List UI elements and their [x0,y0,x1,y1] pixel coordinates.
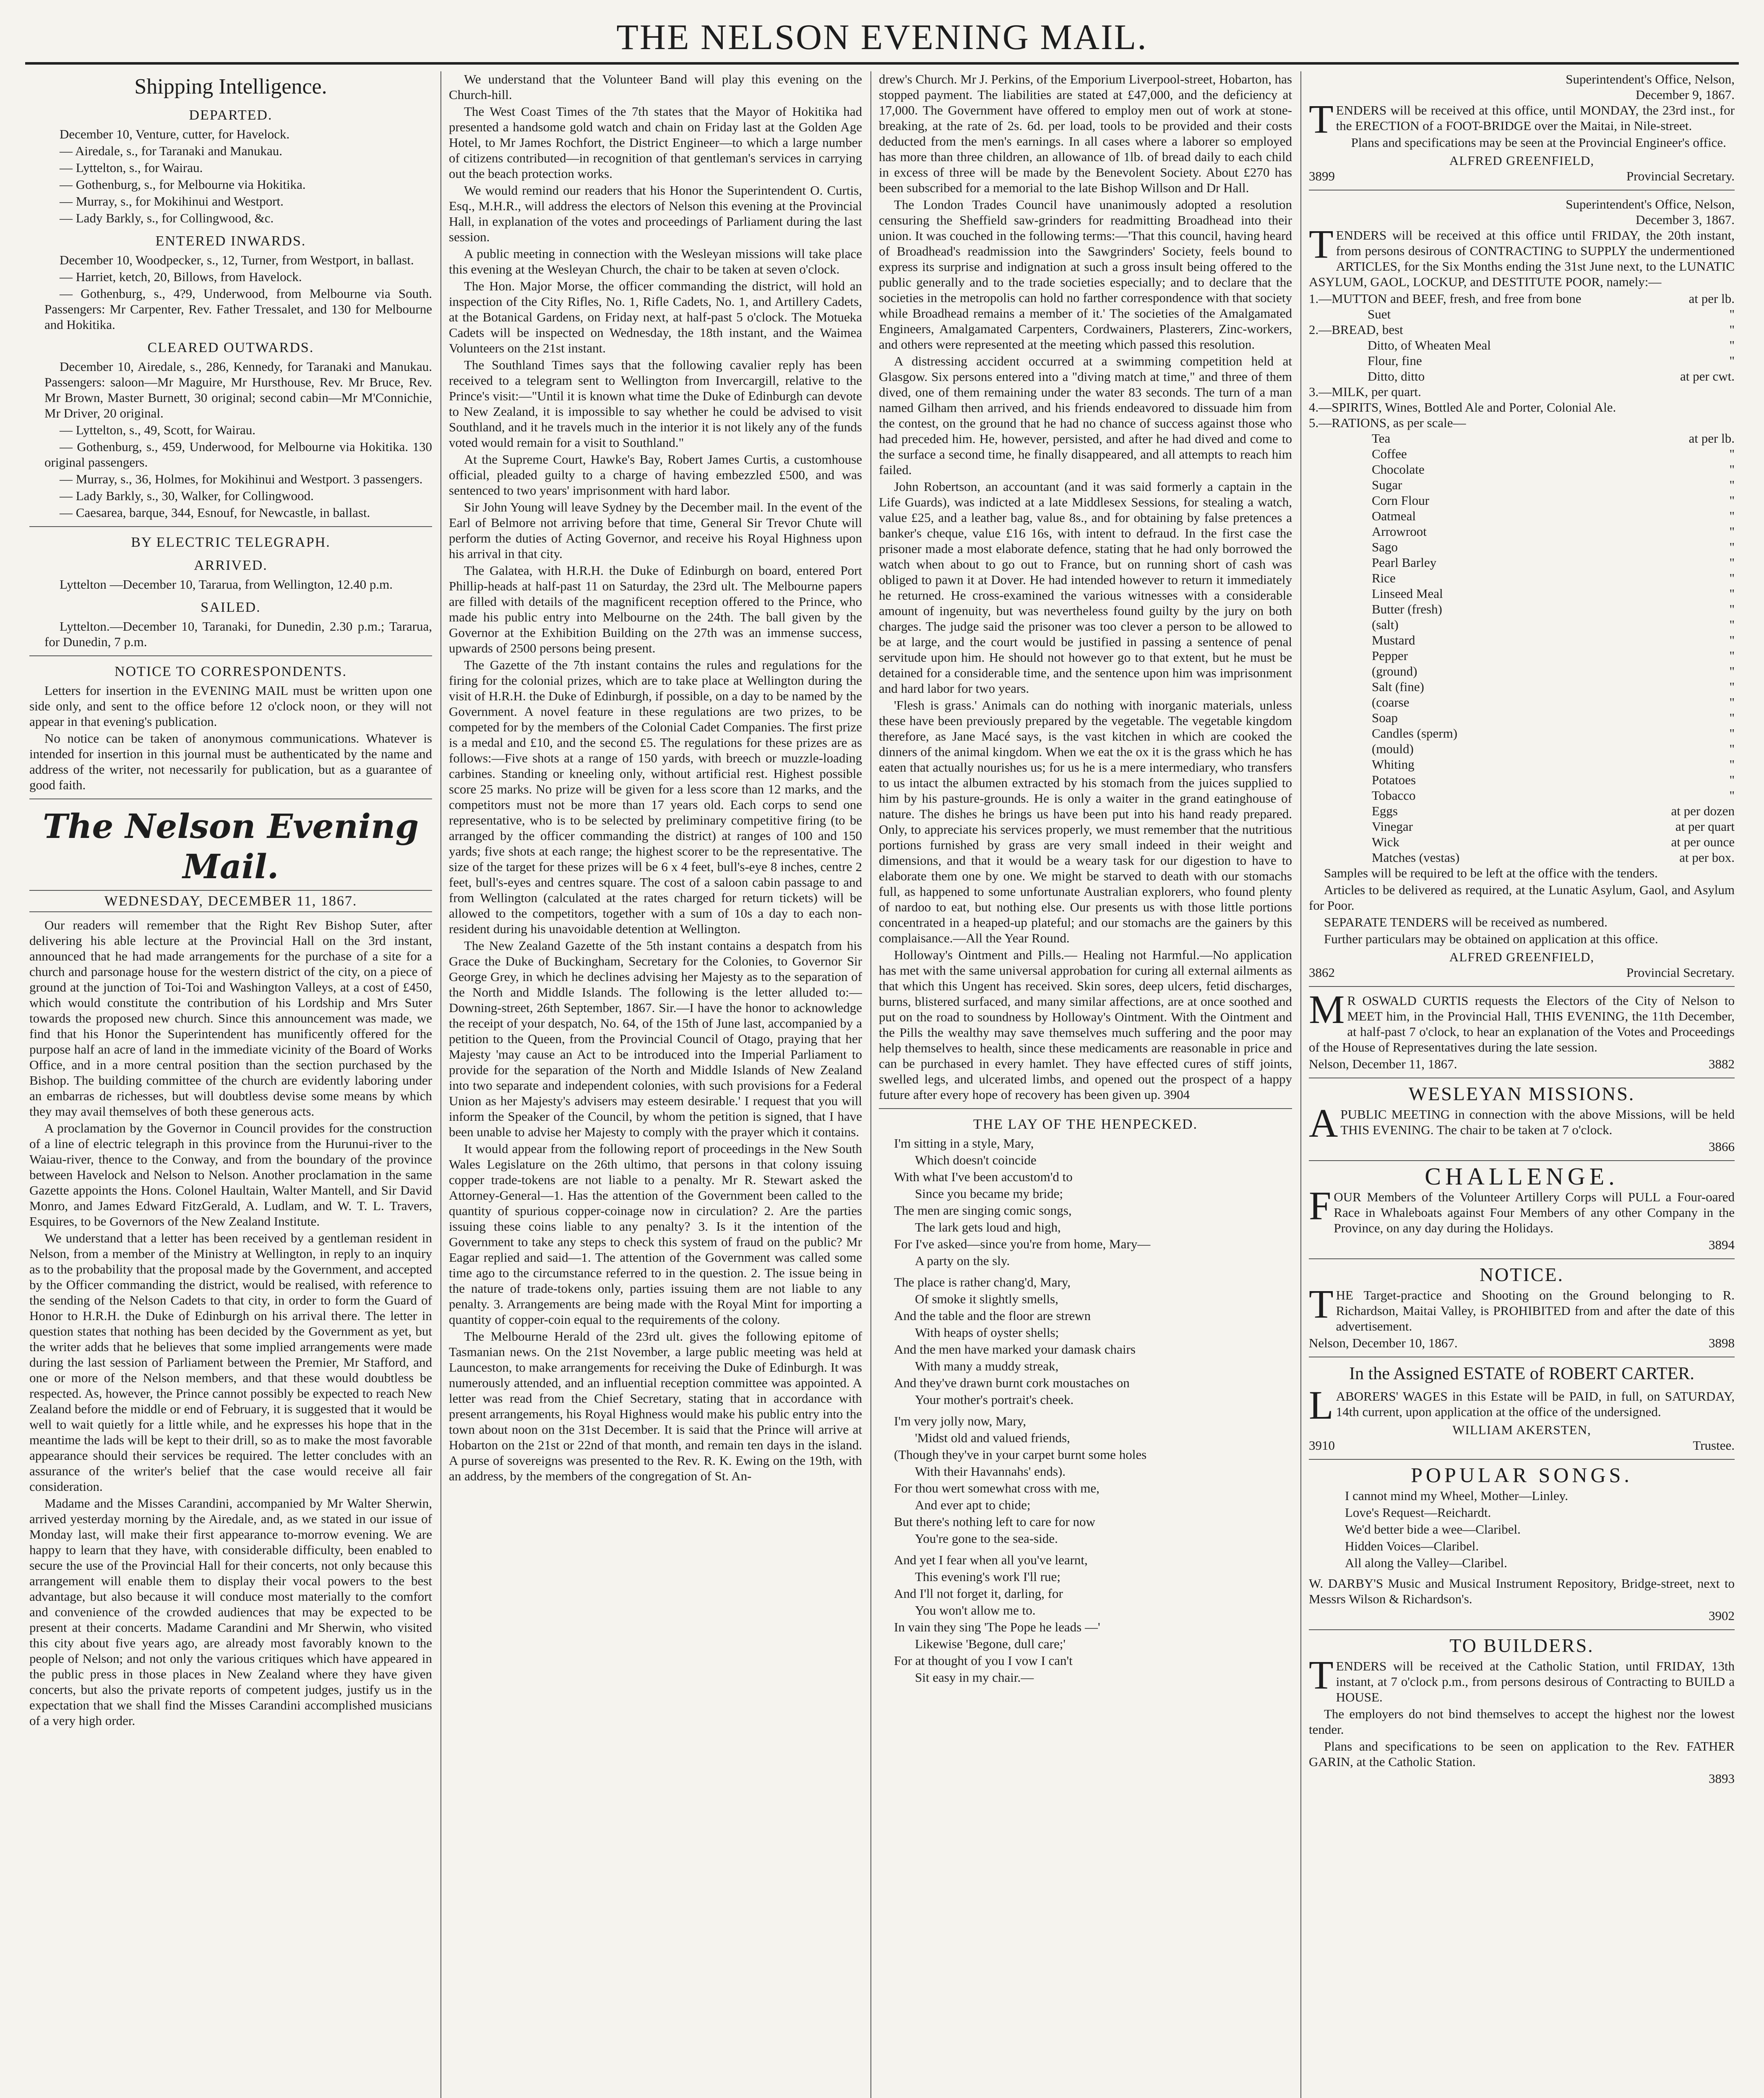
poem-line: Since you became my bride; [915,1186,1063,1201]
signature: ALFRED GREENFIELD, [1449,950,1595,964]
ration-item: (salt) " [1372,617,1735,632]
column-4 [1309,71,1735,2098]
poem-line: Which doesn't coincide [915,1153,1037,1167]
ad-date: Nelson, December 11, 1867. [1309,1057,1457,1071]
poem-line: And yet I fear when all you've learnt, [894,1553,1088,1567]
arrived-heading: ARRIVED. [194,558,268,573]
tender-body: SEPARATE TENDERS will be received as numbered. [1324,915,1608,929]
ration-item: Arrowroot " [1372,524,1735,539]
ration-item: Chocolate " [1372,462,1735,477]
entered-heading: ENTERED INWARDS. [155,233,306,249]
poem-line: With their Havannahs' ends). [915,1464,1066,1479]
poem-line: Sit easy in my chair.— [915,1670,1034,1685]
divider [1309,1160,1735,1161]
tender-item: 2.—BREAD, best " [1309,322,1735,337]
signature-role: Trustee. [1693,1438,1735,1453]
builders-body: Plans and specifications to be seen on application to the Rev. FATHER GARIN, at the Catholic Station. [1309,1739,1735,1769]
divider [1309,986,1735,987]
builders-heading: TO BUILDERS. [1449,1635,1594,1656]
article-paragraph: The New Zealand Gazette of the 5th instant contains a despatch from his Grace the Duke of Buckingham, Secretary for the Colonies, to Governor Sir George Grey, in which he declines advising her Majesty as to the separation of the North and Middle Islands. The following is the letter alluded to:—Downing-street, 26th September, 1867. Sir.—I have the honor to acknowledge the receipt of your despatch, No. 64, of the 15th of June last, accompanied by a petition to the Queen, from the Provincial Council of Otago, praying that her Majesty 'may cause an Act to be introduced into the Imperial Parliament to provide for the separation of the North and Middle Islands of New Zealand into two separate and independent colonies, with such provisions for a Federal Union as her Majesty's advisers may esteem desirable.' I request that you will inform the Speaker of the Council, by whom the petition is signed, that I have been unable to advise her Majesty to comply with the prayer which it contains. [449,938,862,1139]
ad-number: 3894 [1709,1237,1735,1252]
ration-item: Sago " [1372,540,1735,554]
shipping-entry: — Lady Barkly, s., for Collingwood, &c. [60,211,274,225]
ration-item: Coffee " [1372,446,1735,461]
poem-line: For at thought of you I vow I can't [894,1653,1073,1668]
poem-line: And the table and the floor are strewn [894,1308,1091,1323]
song-title: We'd better bide a wee—Claribel. [1345,1522,1521,1537]
ration-item: Linseed Meal " [1372,586,1735,601]
shipping-entry: — Gothenburg, s., 459, Underwood, for Melbourne via Hokitika. 130 original passengers. [44,439,432,470]
poem-line: And I'll not forget it, darling, for [894,1586,1063,1601]
article-paragraph: We understand that a letter has been received by a gentleman resident in Nelson, from a member of the Ministry at Wellington, in reply to an inquiry as to the probability that the proposal made by the Government, and accepted by the Officer commanding the district, would be realised, with reference to the sending of the Nelson Cadets to that city, in order to form the Guard of Honor to H.R.H. the Duke of Edinburgh on his arrival there. The letter in question states that nothing has been decided by the Government as yet, but the writer adds that he believes that some implied arrangements were made during the last session of Parliament between the Premier, Mr Stafford, and one or more of the Nelson members, and that these would doubtless be respected. As, however, the Prince cannot possibly be expected to reach New Zealand before the middle or end of February, it is suggested that it would be well to wait quietly for a little while, and he expresses his hope that in the meantime the lads will be kept to their drill, so as to make the most favorable appearance should their services be required. The letter concludes with an assurance of the writer's belief that the case would receive all fair consideration. [29,1231,432,1494]
ration-item: Vinegar at per quart [1372,819,1735,834]
ration-item: Corn Flour " [1372,493,1735,508]
shipping-entry: — Airedale, s., for Taranaki and Manukau. [60,144,282,158]
ad-number: 3898 [1709,1336,1735,1350]
column-rule [870,71,871,2098]
challenge-heading: CHALLENGE. [1425,1163,1619,1190]
article-paragraph: The Southland Times says that the following cavalier reply has been received to a telegram sent to Wellington from Invercargill, relative to the Prince's visit:—"Until it is known what time the Duke of Edinburgh can devote to New Zealand, it is impossible to say whether he could be advised to visit Southland, and it he travels much in the interior it is not likely any of the funds voted would remain for a visit to Southland." [449,357,862,450]
tender-item: Ditto, ditto at per cwt. [1368,369,1735,384]
song-title: Love's Request—Reichardt. [1345,1505,1491,1520]
signature: WILLIAM AKERSTEN, [1452,1422,1591,1437]
poem-line: With many a muddy streak, [915,1359,1059,1373]
ration-item: Whiting " [1372,757,1735,772]
poem-line: For thou wert somewhat cross with me, [894,1481,1100,1495]
article-paragraph: The Gazette of the 7th instant contains the rules and regulations for the firing for the colonial prizes, which are to take place at Wellington during the visit of H.R.H. the Duke of Edinburgh, if possible, on a day to be named by the Government. A novel feature in these regulations are two prizes, to be competed for by the members of the Colonial Cadet Companies. The first prize is a medal and £10, and the second £5. The regulations for these prizes are as follows:—Five shots at a range of 150 yards, with breech or muzzle-loading carbines. Standing or kneeling only, without artificial rest. Highest possible score 25 marks. No prize will be given for a less score than 12 marks, and the competitors must not be more than 17 years old. Each corps to send one representative, who is to be selected by preliminary competitive firing (to be arranged by the officer commanding the district) at ranges of 100 and 150 yards; five shots at each range; the highest scorer to be the representative. The size of the target for these prizes will be 6 x 4 feet, bull's-eye 8 inches, centre 2 feet, bull's-eyes and centres square. The cost of a saloon cabin passage to and from Wellington (calculated at the rates charged for return tickets) will be allowed to the competitors, together with a sum of 10s a day to each non-resident during his unavoidable detention at Wellington. [449,658,862,936]
article-paragraph: We would remind our readers that his Honor the Superintendent O. Curtis, Esq., M.H.R., will address the electors of Nelson this evening at the Provincial Hall, in explanation of the votes and proceedings of Parliament during the last session. [449,183,862,244]
ration-item: Matches (vestas) at per box. [1372,850,1735,865]
ad-number: 3866 [1709,1139,1735,1154]
poem-line: (Though they've in your carpet burnt some holes [894,1447,1147,1462]
shipping-heading: Shipping Intelligence. [134,75,327,99]
poem-line: The lark gets loud and high, [915,1220,1061,1234]
sailed-heading: SAILED. [201,600,261,615]
correspondents-heading: NOTICE TO CORRESPONDENTS. [114,664,347,679]
article-paragraph: At the Supreme Court, Hawke's Bay, Robert James Curtis, a customhouse official, pleaded guilty to a charge of having embezzled £500, and was sentenced to two years' imprisonment with hard labor. [449,452,862,498]
divider [1309,1459,1735,1460]
poem-line: And the men have marked your damask chairs [894,1342,1136,1357]
ad-number: 3899 [1309,169,1335,183]
ration-item: (coarse " [1372,695,1735,710]
ad-date: Nelson, December 10, 1867. [1309,1336,1458,1350]
ad-number: 3862 [1309,965,1335,980]
notice-paragraph: No notice can be taken of anonymous communications. Whatever is intended for insertion in this journal must be authenticated by the name and address of the writer, not necessarily for publication, but as a guarantee of good faith. [29,731,432,792]
builders-body: The employers do not bind themselves to accept the highest nor the lowest tender. [1309,1707,1735,1737]
signature-role: Provincial Secretary. [1626,965,1735,980]
ad-date: December 3, 1867. [1636,212,1735,227]
divider [29,655,432,656]
tender-body: TENDERS will be received at this office until FRIDAY, the 20th instant, from persons desirous of CONTRACTING to SUPPLY the undermentioned ARTICLES, for the Six Months ending the 31st June next, to the LUNATIC ASYLUM, GAOL, LOCKUP, and DESTITUTE POOR, namely:— [1309,222,1735,289]
article-paragraph: Holloway's Ointment and Pills.— Healing not Harmful.—No application has met with the same universal approbation for curing all external ailments as that which this Ungent has received. Skin sores, deep ulcers, fetid discharges, burns, blistered surfaced, and many similar affections, are at once soothed and put on the road to soundness by Holloway's Ointment. With the Ointment and the Pills the wealthy may save themselves much suffering and the poor may help themselves to health, since these medicaments are reasonable in price and can be purchased in every hamlet. They have effected cures of stiff joints, swelled legs, and ulcerated limbs, and opened out the prospect of a happy future after every hope of recovery has been given up. 3904 [879,947,1292,1102]
ration-item: Tea at per lb. [1372,431,1735,446]
poem-line: I'm very jolly now, Mary, [894,1414,1026,1428]
article-paragraph: Madame and the Misses Carandini, accompanied by Mr Walter Sherwin, arrived yesterday morning by the Airedale, and, as we stated in our issue of Monday last, will make their first appearance to-morrow evening. We are happy to learn that they have, with considerable difficulty, been enabled to secure the use of the Provincial Hall for their concerts, not only because this arrangement will enable them to display their vocal powers to the best advantage, but also because it will conduce most materially to the comfort and convenience of the crowded audiences that may be expected to be present at their concerts. Madame Carandini and Mr Sherwin, who visited this city about five years ago, are already most favorably known to the people of Nelson; and not only the various critiques which have appeared in the public press in those places in New Zealand where they have given concerts, but also the private reports of competent judges, justify us in the expectation that we shall find the Misses Carandini accomplished musicians of a very high order. [29,1496,432,1728]
tender-item: 5.—RATIONS, as per scale— [1309,415,1466,430]
article-paragraph: Sir John Young will leave Sydney by the December mail. In the event of the Earl of Belmore not arriving before that time, General Sir Trevor Chute will perform the duties of Acting Governor, and receive his Royal Highness upon his arrival in that city. [449,500,862,561]
shipping-entry: — Murray, s., 36, Holmes, for Mokihinui and Westport. 3 passengers. [60,472,423,486]
column-2 [449,71,862,2098]
poem-line: 'Midst old and valued friends, [915,1430,1070,1445]
tender-item: Ditto, of Wheaten Meal " [1368,338,1735,352]
ration-item: Oatmeal " [1372,509,1735,523]
tender-body: Articles to be delivered as required, at the Lunatic Asylum, Gaol, and Asylum for Poor. [1309,882,1735,913]
challenge-body: FOUR Members of the Volunteer Artillery Corps will PULL a Four-oared Race in Whaleboats against Four Members of any other Company in the Province, on any day during the Holidays. [1309,1183,1735,1235]
ration-item: Mustard " [1372,633,1735,647]
shipping-entry: — Harriet, ketch, 20, Billows, from Havelock. [60,269,302,284]
poem-line: Of smoke it slightly smells, [915,1292,1058,1306]
poem-line: A party on the sly. [915,1253,1010,1268]
song-title: Hidden Voices—Claribel. [1345,1539,1479,1553]
divider [1309,1258,1735,1259]
divider [29,798,432,799]
article-paragraph: We understand that the Volunteer Band will play this evening on the Church-hill. [449,72,862,102]
shipping-entry: — Gothenburg, s., for Melbourne via Hokitika. [60,177,306,192]
curtis-notice: MR OSWALD CURTIS requests the Electors of the City of Nelson to MEET him, in the Provincial Hall, THIS EVENING, the 11th December, at half-past 7 o'clock, to hear an explanation of the Votes and Proceedings of the House of Representatives during the late session. [1309,987,1735,1054]
cleared-heading: CLEARED OUTWARDS. [147,340,314,355]
article-paragraph: drew's Church. Mr J. Perkins, of the Emporium Liverpool-street, Hobarton, has stopped payment. The liabilities are stated at £47,000, and the deficiency at 17,000. The Government have offered to employ men out of work at stone-breaking, at the rate of 2s. 6d. per load, tools to be provided and their costs deducted from the men's earnings. In all cases where a laborer so employed has more than three children, an allowance of 1lb. of bread daily to each child in excess of three will be made by the Benevolent Society. About £270 has been subscribed for a memorial to the late Bishop Willson and Dr Hall. [879,72,1292,195]
shipping-entry: — Lady Barkly, s., 30, Walker, for Collingwood. [60,488,314,503]
song-title: I cannot mind my Wheel, Mother—Linley. [1345,1488,1569,1503]
songs-shop: W. DARBY'S Music and Musical Instrument Repository, Bridge-street, next to Messrs Wilson & Richardson's. [1309,1576,1735,1606]
tender-item: 3.—MILK, per quart. [1309,384,1421,399]
ration-item: Eggs at per dozen [1372,804,1735,818]
songs-heading: POPULAR SONGS. [1411,1463,1633,1487]
article-paragraph: The London Trades Council have unanimously adopted a resolution censuring the Sheffield saw-grinders for readmitting Broadhead into their union. It was couched in the following terms:—'That this council, having heard of Broadhead's readmission into the Sawgrinders' Society, feels bound to express its surprise and indignation at such a gross insult being offered to the public generally and to the trade societies especially; and to declare that the societies in the metropolis can hold no farther correspondence with that society while Broadhead remains a member of it.' The societies of the Amalgamated Engineers, Amalgamated Carpenters, Cordwainers, Plasterers, Zinc-workers, and others were represented at the meeting which passed this resolution. [879,197,1292,352]
article-paragraph: John Robertson, an accountant (and it was said formerly a captain in the Life Guards), was indicted at a late Middlesex Sessions, for stealing a watch, value £25, and a leather bag, value 8s., and for obtaining by false pretences a banker's cheque, value £16 16s, with intent to defraud. In the first case the prisoner made a most elaborate defence, stating that he had only borrowed the watch when about to go out to France, but on running short of cash was obliged to pawn it at Dover. He had intended however to return it immediately he returned. He cross-examined the various witnesses with a considerable amount of ingenuity, but was nevertheless found guilty by the jury on both charges. The judge said the prisoner was too clever a person to be allowed to be at large, and the court would be justified in passing a sentence of penal servitude upon him. He should not however go to that extent, but he must be detained for a considerable time, and the sentence upon him was imprisonment and hard labor for two years. [879,479,1292,696]
tender-body: Plans and specifications may be seen at the Provincial Engineer's office. [1351,135,1726,150]
tender-item: 1.—MUTTON and BEEF, fresh, and free from bone at per lb. [1309,291,1735,306]
ad-office: Superintendent's Office, Nelson, [1566,72,1735,86]
article-paragraph: The Hon. Major Morse, the officer commanding the district, will hold an inspection of the City Rifles, No. 1, Rifle Cadets, No. 1, and Artillery Cadets, at the Botanical Gardens, on Friday next, at half-past 5 o'clock. The Motueka Cadets will be inspected on Wednesday, the 18th instant, and the Waimea Volunteers on the 21st instant. [449,279,862,355]
shipping-entry: — Gothenburg, s., 4?9, Underwood, from Melbourne via South. Passengers: Mr Carpenter, Rev. Father Tressalet, and 130 for Melbourne and Hokitika. [44,286,432,332]
ad-number: 3910 [1309,1438,1335,1453]
poem-line: And they've drawn burnt cork moustaches on [894,1375,1130,1390]
ration-item: Tobacco " [1372,788,1735,803]
departed-heading: DEPARTED. [189,107,273,123]
poem-line: Your mother's portrait's cheek. [915,1392,1074,1407]
shipping-entry: December 10, Venture, cutter, for Havelock. [60,127,290,141]
poem-line: And ever apt to chide; [915,1498,1031,1512]
column-rule [1300,71,1301,2098]
ration-item: Pepper " [1372,648,1735,663]
paper-title: The Nelson Evening Mail. [42,806,419,886]
ration-item: Pearl Barley " [1372,555,1735,570]
divider [1309,1629,1735,1630]
masthead: THE NELSON EVENING MAIL. [616,17,1148,57]
poem-line: Likewise 'Begone, dull care;' [915,1636,1066,1651]
ration-item: Salt (fine) " [1372,679,1735,694]
ad-date: December 9, 1867. [1636,87,1735,102]
ration-item: Potatoes " [1372,772,1735,787]
poem-line: With what I've been accustom'd to [894,1169,1073,1184]
article-paragraph: The West Coast Times of the 7th states that the Mayor of Hokitika had presented a handsome gold watch and chain on Friday last at the Golden Age Hotel, to Mr James Rochfort, the District Engineer—to which a large number of citizens contributed—in recognition of that gentleman's services in carrying out the beach protection works. [449,104,862,181]
article-paragraph: A public meeting in connection with the Wesleyan missions will take place this evening at the Wesleyan Church, the chair to be taken at seven o'clock. [449,246,862,277]
ration-item: Wick at per ounce [1372,835,1735,849]
ration-item: (mould) " [1372,741,1735,756]
shipping-entry: Lyttelton —December 10, Tararua, from Wellington, 12.40 p.m. [60,577,393,592]
shipping-entry: — Murray, s., for Mokihinui and Westport. [60,194,284,209]
tender-item: Suet " [1368,307,1735,321]
tender-body: Samples will be required to be left at the office with the tenders. [1324,866,1658,880]
wesleyan-heading: WESLEYAN MISSIONS. [1408,1083,1635,1104]
shipping-entry: December 10, Woodpecker, s., 12, Turner, from Westport, in ballast. [60,253,414,267]
song-title: All along the Valley—Claribel. [1345,1555,1507,1570]
signature: ALFRED GREENFIELD, [1449,153,1595,168]
notice-body: THE Target-practice and Shooting on the Ground belonging to R. Richardson, Maitai Valley, is PROHIBITED from and after the date of this advertisement. [1309,1281,1735,1333]
poem-line: I'm sitting in a style, Mary, [894,1136,1034,1151]
poem-line: For I've asked—since you're from home, Mary— [894,1237,1151,1251]
ration-item: Soap " [1372,710,1735,725]
article-paragraph: The Melbourne Herald of the 23rd ult. gives the following epitome of Tasmanian news. On the 21st November, a large public meeting was held at Launceston, to make arrangements for receiving the Duke of Edinburgh. It was numerously attended, and an influential reception committee was appointed. A letter was read from the Chief Secretary, stating that in accordance with present arrangements, his Royal Highness would make his public entry into the town about noon on the 31st December. It is said that the Prince will arrive at Hobarton on the 21st or 22nd of that month, and remain ten days in the island. A purse of sovereigns was presented to the Rev. R. K. Ewing on the 19th, with an address, by the members of the congregation of St. An- [449,1329,862,1483]
notice-paragraph: Letters for insertion in the EVENING MAIL must be written upon one side only, and sent to the office before 12 o'clock noon, or they will not appear in that evening's publication. [29,683,432,729]
tender-item: Flour, fine " [1368,353,1735,368]
poem-title: THE LAY OF THE HENPECKED. [973,1117,1198,1132]
builders-body: TENDERS will be received at the Catholic Station, until FRIDAY, 13th instant, at 7 o'clock p.m., from persons desirous of Contracting to BUILD a HOUSE. [1309,1652,1735,1704]
wesleyan-body: APUBLIC MEETING in connection with the above Missions, will be held THIS EVENING. The chair to be taken at 7 o'clock. [1309,1101,1735,1146]
ration-item: (ground) " [1372,664,1735,678]
tender-body: Further particulars may be obtained on application at this office. [1324,932,1658,946]
poem-line: The place is rather chang'd, Mary, [894,1275,1071,1289]
tender-body: TENDERS will be received at this office, until MONDAY, the 23rd inst., for the ERECTION of a FOOT-BRIDGE over the Maitai, in Nile-street. [1309,97,1735,141]
ration-item: Candles (sperm) " [1372,726,1735,741]
shipping-entry: — Caesarea, barque, 344, Esnouf, for Newcastle, in ballast. [60,505,370,520]
article-paragraph: A distressing accident occurred at a swimming competition held at Glasgow. Six persons entered into a "diving match at time," and three of them dived, one of them remaining under the water 83 seconds. The turn of a man named Gilham then arrived, and his friends endeavored to dissuade him from the contest, on the ground that he had no chance of success against those who had preceded him. He, however, persisted, and after he had dived and come to the surface a second time, he finally disappeared, and all attempts to reach him failed. [879,354,1292,477]
article-paragraph: It would appear from the following report of proceedings in the New South Wales Legislature on the 26th ultimo, that persons in that colony issuing copper trade-tokens are not liable to a penalty. Mr R. Stewart asked the Attorney-General—1. Has the attention of the Government been called to the quantity of spurious copper-coinage now in circulation? 2. Are the parties issuing these coins liable to any penalty? 3. Is it the intention of the Government to take any steps to check this system of fraud on the public? Mr Eagar replied and said—1. The attention of the Government was called some time ago to the circumstance referred to in the question. 2. The issue being in the nature of trade-tokens only, parties issuing them are not liable to any penalty. 3. Arrangements are being made with the Royal Mint for importing a quantity of copper-coin equal to the requirements of the colony. [449,1141,862,1327]
shipping-entry: Lyttelton.—December 10, Taranaki, for Dunedin, 2.30 p.m.; Tararua, for Dunedin, 7 p.m. [44,619,432,649]
column-1 [29,71,432,2098]
estate-heading: In the Assigned ESTATE of ROBERT CARTER. [1349,1364,1694,1383]
dateline: WEDNESDAY, DECEMBER 11, 1867. [29,890,432,912]
poem-line: With heaps of oyster shells; [915,1325,1059,1340]
tender-item: 4.—SPIRITS, Wines, Bottled Ale and Porter, Colonial Ale. [1309,400,1616,415]
article-paragraph: 'Flesh is grass.' Animals can do nothing with inorganic materials, unless these have been previously prepared by the vegetable. The vegetable kingdom therefore, as Jane Macé says, is the vast kitchen in which are cooked the dinners of the animal kingdom. When we eat the ox it is the grass which he has eaten that actually nourishes us; for us he is a mere intermediary, who transfers to us intact the albumen extracted by his stomach from the juices supplied to him by his pasture-grounds. He is only a waiter in the grand eatinghouse of nature. The dishes he brings us have been put into his hand ready prepared. Only, to appreciate his services properly, we must remember that the nutritious portions furnished by grass are very small indeed in their weight and dimensions, and that it would be a weary task for our digestion to have to elaborate them one by one. We might be starved to death with our stomachs full, as happened to some unfortunate Australian explorers, who found plenty of nardoo to eat, but nothing else. Our presents us with those little portions concentrated in a heaped-up plateful; and our stomachs are the gainers by this complaisance.—All the Year Round. [879,698,1292,945]
poem-line: You're gone to the sea-side. [915,1531,1058,1546]
column-3 [879,71,1292,2098]
poem-line: This evening's work I'll rue; [915,1569,1060,1584]
column-rule [440,71,441,2098]
shipping-entry: December 10, Airedale, s., 286, Kennedy, for Taranaki and Manukau. Passengers: saloon—Mr Maguire, Mr Hursthouse, Rev. Mr Bruce, Rev. Mr Brown, Master Burnett, 30 original; second cabin—Mr M'Connichie, Mr Driver, 20 original. [44,359,432,420]
estate-body: LABORERS' WAGES in this Estate will be PAID, in full, on SATURDAY, 14th current, upon application at the office of the undersigned. [1309,1383,1735,1427]
poem-line: In vain they sing 'The Pope he leads —' [894,1620,1100,1634]
shipping-entry: — Lyttelton, s., 49, Scott, for Wairau. [60,423,256,437]
ration-item: Sugar " [1372,478,1735,492]
shipping-entry: — Lyttelton, s., for Wairau. [60,160,203,175]
signature-role: Provincial Secretary. [1626,169,1735,183]
ration-item: Butter (fresh) " [1372,602,1735,616]
notice-heading: NOTICE. [1479,1264,1564,1285]
article-paragraph: The Galatea, with H.R.H. the Duke of Edinburgh on board, entered Port Phillip-heads at half-past 11 on Saturday, the 23rd ult. The Melbourne papers are filled with details of the magnificent reception offered to the Prince, who made his public entry into Melbourne on the 24th. The ball given by the Governor at the Exhibition Building on the 27th was an immense success, upwards of 2500 persons being present. [449,563,862,655]
poem-line: But there's nothing left to care for now [894,1514,1095,1529]
divider [29,526,432,527]
article-paragraph: Our readers will remember that the Right Rev Bishop Suter, after delivering his able lecture at the Provincial Hall on the 3rd instant, announced that he had made arrangements for the purchase of a site for a church and parsonage house for the western district of the city, on a piece of ground at the junction of Toi-Toi and Washington Valleys, at a cost of £450, which would constitute the contribution of his Lordship and Mrs Suter towards the proposed new church. Since this announcement was made, we find that his Honor the Superintendent has munificently offered for the purpose half an acre of land in the immediate vicinity of the Board of Works Office, and in a more central position than the section purchased by the Bishop. The building committee of the church are evidently laboring under an embarras de richesses, but will doubtless devise some means by which they may avail themselves of both these generous acts. [29,918,432,1119]
poem-line: You won't allow me to. [915,1603,1036,1618]
ad-office: Superintendent's Office, Nelson, [1566,197,1735,211]
ad-number: 3902 [1709,1608,1735,1623]
poem-line: The men are singing comic songs, [894,1203,1072,1218]
divider [879,1108,1292,1109]
ration-item: Rice " [1372,571,1735,585]
masthead-rule [25,62,1739,65]
article-paragraph: A proclamation by the Governor in Council provides for the construction of a line of electric telegraph in this province from the Hurunui-river to the Waiau-river, thence to the Conway, and from the boundary of the province between Havelock and Nelson to Nelson. Another proclamation in the same Gazette appoints the Hons. Colonel Haultain, Walter Mantell, and Sir David Monro, and James Edward FitzGerald, A. Ludlam, and W. T. L. Travers, Esquires, to be Governors of the New Zealand Institute. [29,1121,432,1229]
ad-number: 3882 [1709,1057,1735,1071]
ad-number: 3893 [1709,1771,1735,1786]
telegraph-heading: BY ELECTRIC TELEGRAPH. [131,535,331,550]
